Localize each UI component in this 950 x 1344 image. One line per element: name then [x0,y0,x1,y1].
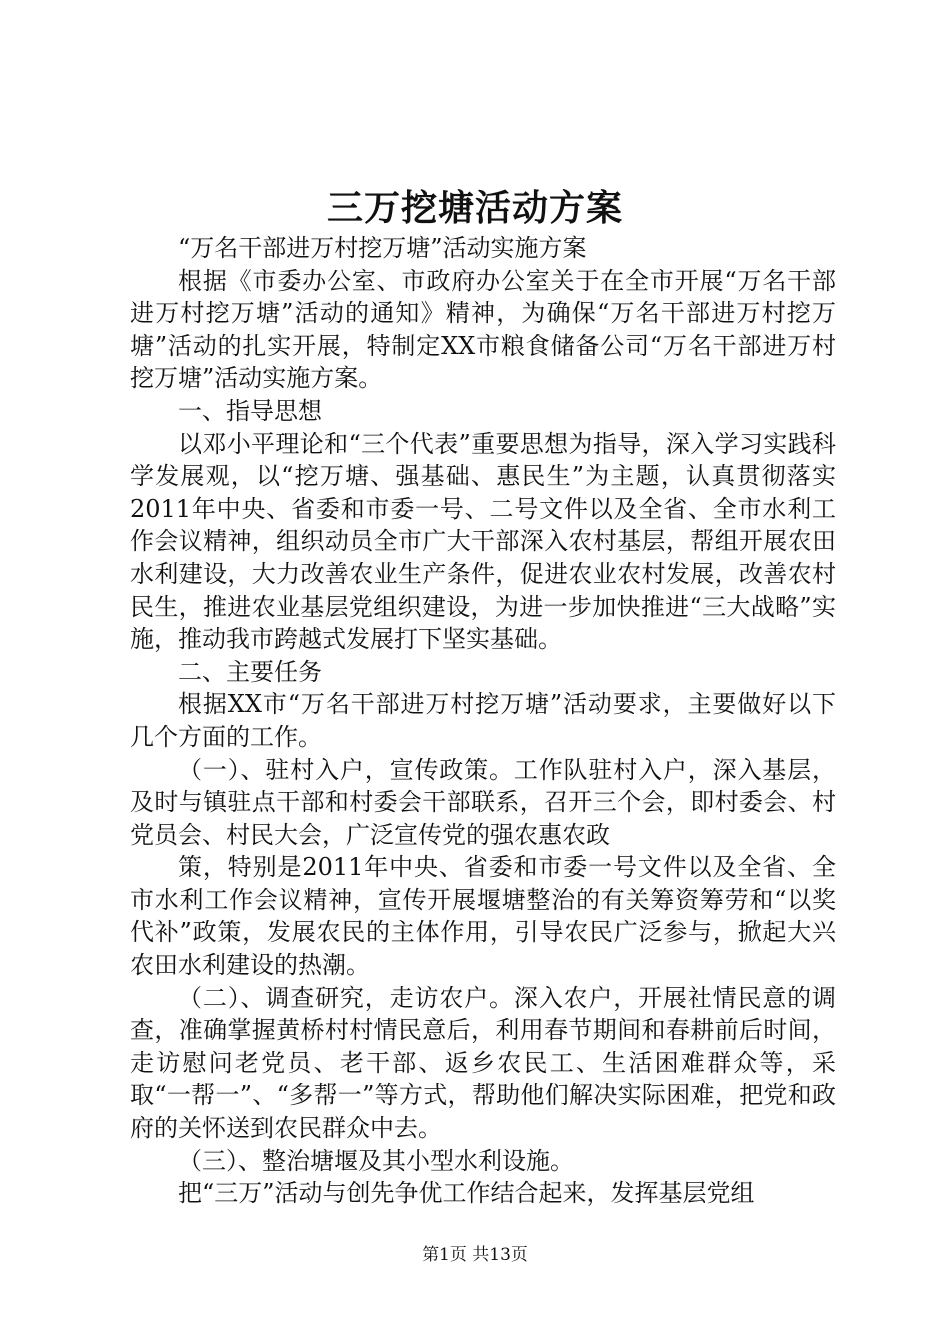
section-heading-main-tasks: 二、主要任务 [178,657,322,686]
paragraph-guiding-ideology: 以邓小平理论和“三个代表”重要思想为指导，深入学习实践科学发展观，以“挖万塘、强基础、惠民生”为主题，认真贯彻落实2011年中央、省委和市委一号、二号文件以及全省、全市水利工作会议精神，组织动员全市广大干部深入农村基层，帮组开展农田水利建设，大力改善农业生产条件，促进农业农村发展，改善农村民生，推进农业基层党组织建设，为进一步加快推进“三大战略”实施，推动我市跨越式发展打下坚实基础。 [130,429,836,654]
section-heading-guiding-ideology: 一、指导思想 [178,396,322,425]
paragraph-main-tasks: 根据XX市“万名干部进万村挖万塘”活动要求，主要做好以下几个方面的工作。 [130,690,836,751]
paragraph-task-two: （二）、调查研究，走访农户。深入农户，开展社情民意的调查，准确掌握黄桥村村情民意后，利用春节期间和春耕前后时间，走访慰问老党员、老干部、返乡农民工、生活困难群众等，采取“一帮一”、“多帮一”等方式，帮助他们解决实际困难，把党和政府的关怀送到农民群众中去。 [130,983,836,1143]
page-number-footer: 第1页 共13页 [422,1245,528,1265]
paragraph-task-one: （一）、驻村入户，宣传政策。工作队驻村入户，深入基层，及时与镇驻点干部和村委会干部联系，召开三个会，即村委会、村党员会、村民大会，广泛宣传党的强农惠农政 [130,755,836,849]
paragraph-intro: 根据《市委办公室、市政府办公室关于在全市开展“万名干部进万村挖万塘”活动的通知》精神，为确保“万名干部进万村挖万塘”活动的扎实开展，特制定XX市粮食储备公司“万名干部进万村挖万塘”活动实施方案。 [130,266,836,393]
document-title: 三万挖塘活动方案 [326,187,623,229]
paragraph-task-three-heading: （三）、整治塘堰及其小型水利设施。 [178,1146,574,1175]
paragraph-subtitle: “万名干部进万村挖万塘”活动实施方案 [178,234,587,262]
paragraph-task-three: 把“三万”活动与创先争优工作结合起来，发挥基层党组 [178,1179,755,1208]
paragraph-task-one-continued: 策，特别是2011年中央、省委和市委一号文件以及全省、全市水利工作会议精神，宣传开展堰塘整治的有关筹资筹劳和“以奖代补”政策，发展农民的主体作用，引导农民广泛参与，掀起大兴农田水利建设的热潮。 [130,853,836,980]
document-body [130,232,836,1210]
